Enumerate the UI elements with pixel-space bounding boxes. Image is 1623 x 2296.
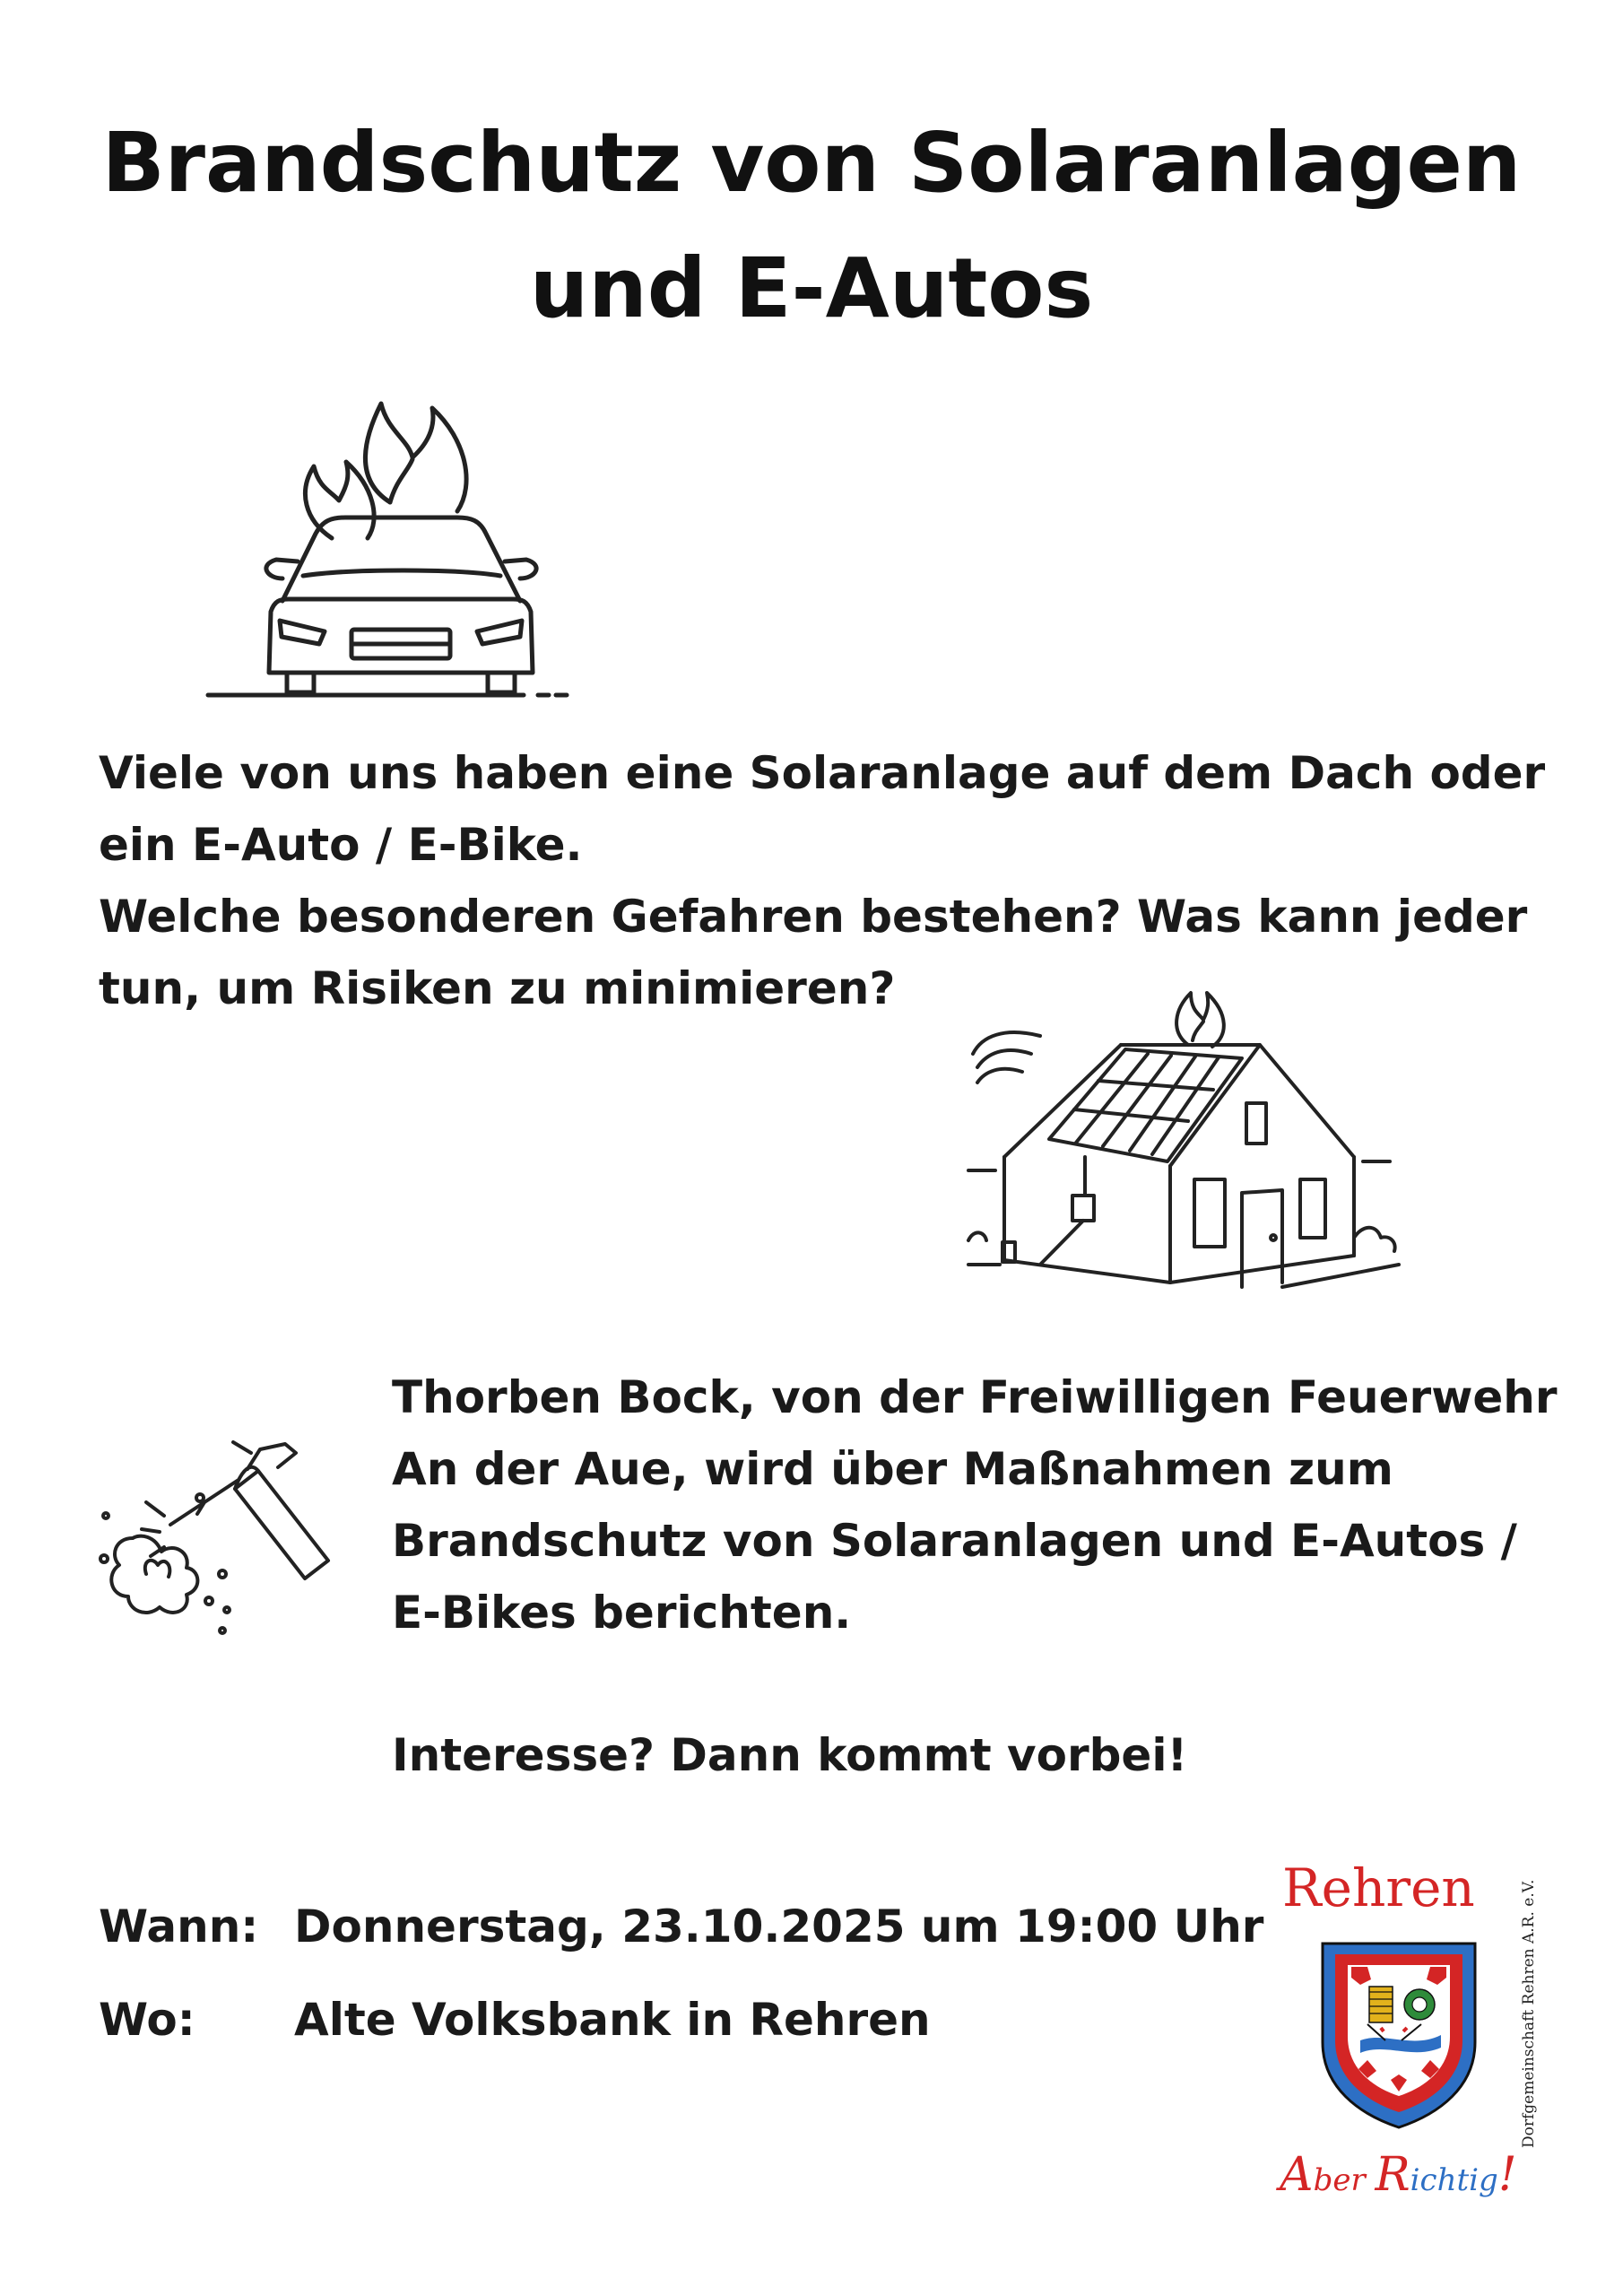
coat-of-arms-icon [1314, 1935, 1484, 2132]
logo-slogan-c: R [1375, 2148, 1410, 2202]
intro-line-3: Welche besonderen Gefahren bestehen? Was kann jeder [99, 891, 1528, 943]
speaker-line-1: Thorben Bock, von der Freiwilligen Feuerwehr [392, 1371, 1558, 1423]
when-label: Wann: [99, 1900, 259, 1952]
speaker-line-4: E-Bikes berichten. [392, 1587, 852, 1639]
logo-slogan-d: ichtig [1410, 2162, 1498, 2198]
speaker-line-2: An der Aue, wird über Maßnahmen zum [392, 1443, 1393, 1495]
where-label: Wo: [99, 1994, 195, 2046]
intro-line-2: ein E-Auto / E-Bike. [99, 819, 583, 871]
logo-name: Rehren [1282, 1857, 1475, 1918]
logo-slogan [1280, 2148, 1517, 2202]
when-value: Donnerstag, 23.10.2025 um 19:00 Uhr [294, 1900, 1264, 1952]
call-to-action: Interesse? Dann kommt vorbei! [392, 1729, 1188, 1781]
logo-slogan-b: ber [1313, 2162, 1376, 2198]
logo-slogan-e: ! [1497, 2148, 1517, 2202]
intro-line-1: Viele von uns haben eine Solaranlage auf dem Dach oder [99, 747, 1546, 799]
speaker-line-3: Brandschutz von Solaranlagen und E-Autos / [392, 1515, 1517, 1567]
title-line-1: Brandschutz von Solaranlagen [101, 115, 1522, 211]
speaker-paragraph [392, 1361, 1584, 1648]
title-line-2: und E-Autos [529, 240, 1094, 336]
logo-side-text: Dorfgemeinschaft Rehren A.R. e.V. [1520, 1879, 1538, 2148]
page-title [0, 100, 1623, 352]
burning-car-icon [197, 377, 538, 691]
fire-extinguisher-icon [97, 1417, 375, 1641]
where-value: Alte Volksbank in Rehren [294, 1994, 931, 2046]
intro-line-4: tun, um Risiken zu minimieren? [99, 962, 896, 1014]
burning-solar-house-icon [968, 955, 1399, 1314]
rehren-logo [1269, 1852, 1538, 2202]
logo-slogan-a: A [1280, 2148, 1314, 2202]
